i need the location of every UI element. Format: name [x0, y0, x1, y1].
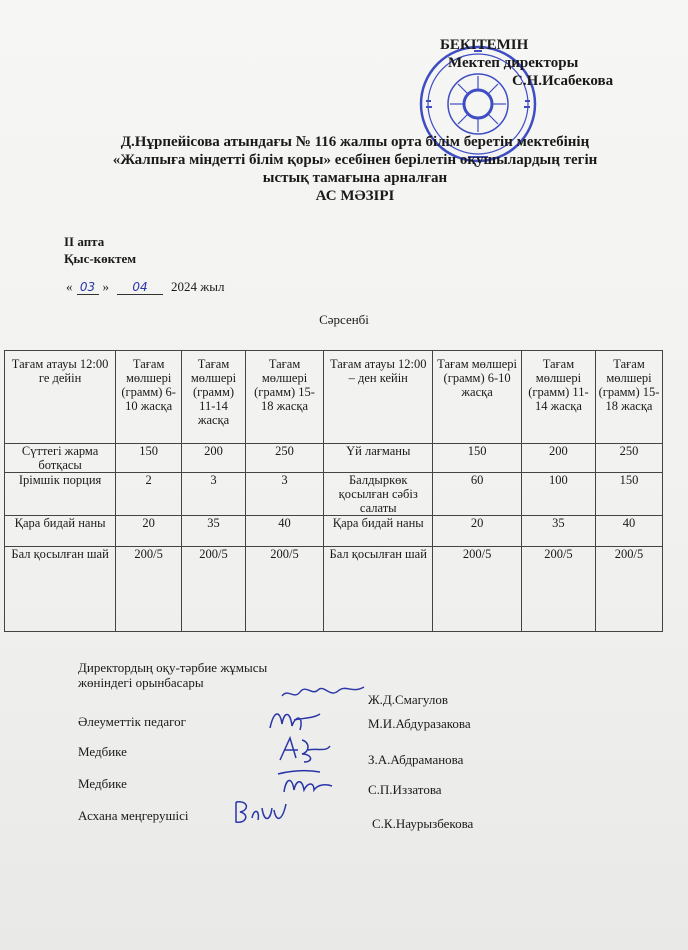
table-row: [5, 516, 663, 547]
table-cell: 40: [596, 516, 663, 547]
table-cell: 200/5: [116, 547, 182, 632]
table-cell: 40: [245, 516, 323, 547]
week-info: [64, 233, 136, 267]
table-cell: 150: [433, 444, 522, 473]
header-cell: Тағам мөлшері (грамм) 15-18 жасқа: [245, 351, 323, 444]
table-cell: 250: [596, 444, 663, 473]
approval-block: [440, 36, 680, 90]
table-cell: Балдыркөк қосылған сәбіз салаты: [324, 473, 433, 516]
date-close-quote: »: [102, 279, 109, 294]
signature-name: Ж.Д.Смагулов: [368, 692, 448, 707]
title-line-4: АС МӘЗІРІ: [315, 188, 395, 204]
table-cell: 60: [433, 473, 522, 516]
signature-name: С.П.Иззатова: [368, 782, 442, 797]
signature-role: Медбике: [78, 744, 127, 759]
header-cell: Тағам мөлшері (грамм) 15-18 жасқа: [596, 351, 663, 444]
table-cell: 200: [182, 444, 246, 473]
date-open-quote: «: [66, 279, 73, 294]
table-row: [5, 547, 663, 632]
table-cell: 35: [182, 516, 246, 547]
header-cell: Тағам мөлшері (грамм) 6-10 жасқа: [433, 351, 522, 444]
handwritten-signature: [274, 734, 334, 766]
document-title: [60, 133, 650, 205]
table-cell: Ірімшік порция: [5, 473, 116, 516]
approval-name: С.Н.Исабекова: [512, 73, 614, 89]
table-cell: Қара бидай наны: [5, 516, 116, 547]
table-cell: 200/5: [433, 547, 522, 632]
handwritten-signature: [264, 704, 324, 736]
table-cell: 3: [245, 473, 323, 516]
title-line-1: Д.Нұрпейісова атындағы № 116 жалпы орта білім беретін мектебінің: [120, 134, 590, 150]
table-cell: 200: [521, 444, 595, 473]
header-cell: Тағам мөлшері (грамм) 11-14 жасқа: [521, 351, 595, 444]
date-line: [66, 279, 224, 295]
table-cell: 100: [521, 473, 595, 516]
table-cell: 20: [433, 516, 522, 547]
header-cell: Тағам мөлшері (грамм) 6-10 жасқа: [116, 351, 182, 444]
table-cell: 200/5: [596, 547, 663, 632]
table-cell: 2: [116, 473, 182, 516]
header-cell: Тағам атауы 12:00 – ден кейін: [324, 351, 433, 444]
table-row: [5, 444, 663, 473]
table-header-row: [5, 351, 663, 444]
table-cell: 150: [116, 444, 182, 473]
table-cell: Сүттегі жарма ботқасы: [5, 444, 116, 473]
table-cell: 200/5: [245, 547, 323, 632]
date-day: 03: [77, 280, 99, 295]
date-year: 2024 жыл: [171, 279, 225, 294]
signature-role: Асхана меңгерушісі: [78, 808, 189, 823]
signature-role: Әлеуметтік педагог: [78, 714, 186, 729]
title-line-3: ыстық тамағына арналған: [262, 170, 448, 186]
table-cell: 200/5: [521, 547, 595, 632]
signature-role: Директордың оқу-тәрбие жұмысы жөніндегі орынбасары: [78, 660, 268, 690]
table-row: [5, 473, 663, 516]
table-cell: 250: [245, 444, 323, 473]
table-cell: 20: [116, 516, 182, 547]
header-cell: Тағам мөлшері (грамм) 11-14 жасқа: [182, 351, 246, 444]
table-cell: Үй лағманы: [324, 444, 433, 473]
signature-role: Медбике: [78, 776, 127, 791]
handwritten-signature: [274, 766, 338, 798]
table-cell: 150: [596, 473, 663, 516]
date-month: 04: [117, 280, 163, 295]
approval-position: Мектеп директоры: [448, 55, 579, 71]
signature-name: М.И.Абдуразакова: [368, 716, 471, 731]
handwritten-signature: [230, 796, 294, 828]
table-cell: 35: [521, 516, 595, 547]
table-cell: Бал қосылған шай: [5, 547, 116, 632]
week-label: II апта: [64, 234, 105, 249]
table-cell: Қара бидай наны: [324, 516, 433, 547]
approval-title: БЕКІТЕМІН: [440, 37, 529, 53]
title-line-2: «Жалпыға міндетті білім қоры» есебінен берілетін оқушылардың тегін: [112, 152, 598, 168]
signature-name: С.К.Наурызбекова: [372, 816, 474, 831]
table-cell: Бал қосылған шай: [324, 547, 433, 632]
table-cell: 200/5: [182, 547, 246, 632]
menu-table: [4, 350, 663, 632]
weekday-heading: Сәрсенбі: [319, 312, 369, 327]
table-cell: 3: [182, 473, 246, 516]
handwritten-signature: [278, 682, 368, 704]
season-label: Қыс-көктем: [64, 251, 137, 266]
signature-name: З.А.Абдраманова: [368, 752, 464, 767]
header-cell: Тағам атауы 12:00 ге дейін: [5, 351, 116, 444]
